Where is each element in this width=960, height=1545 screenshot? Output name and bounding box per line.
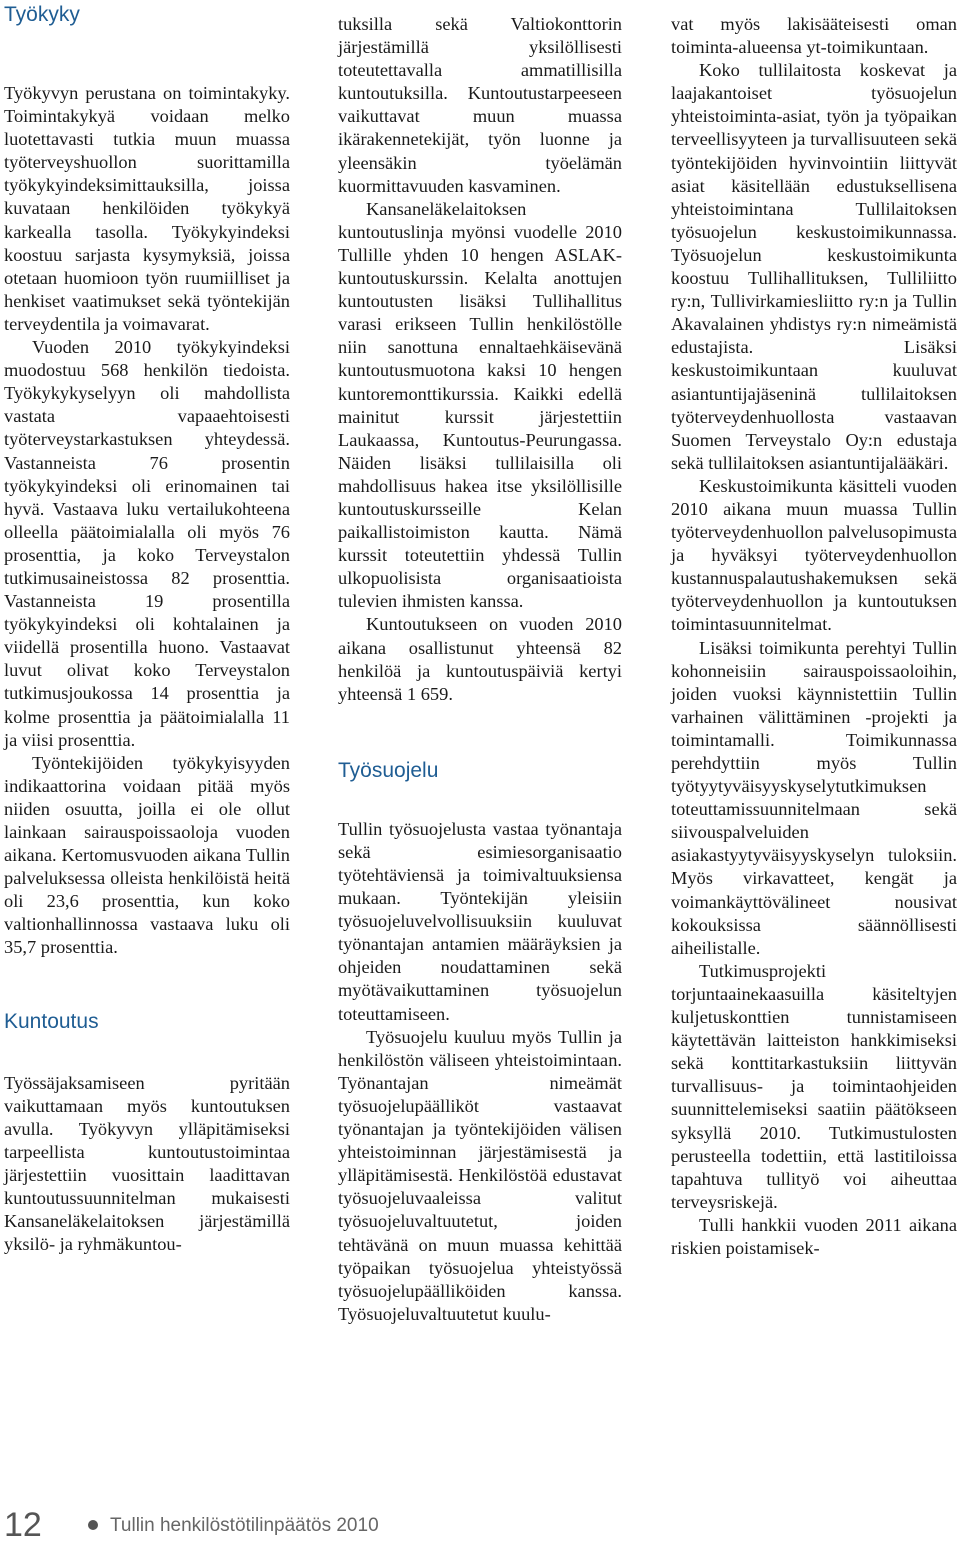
section-heading-kuntoutus: Kuntoutus bbox=[4, 1009, 99, 1033]
paragraph: Tulli hankkii vuoden 2011 aikana riskien poistamisek- bbox=[671, 1214, 957, 1258]
paragraph: Tullin työsuojelusta vastaa työnantaja sekä esimiesorganisaatio työtehtäviensä ja toimivaltuuksiensa mukaan. Työntekijän yleisiin työsuojeluvelvollisuuksiin kuuluvat työnantajan antamien määräyksien ja ohjeiden noudattaminen sekä myötävaikuttaminen työsuojelun toteuttamiseen. bbox=[338, 818, 622, 1024]
paragraph: Kansaneläkelaitoksen kuntoutuslinja myönsi vuodelle 2010 Tullille yhden 10 hengen ASLAK-kuntoutuskurssin. Kelalta anottujen kuntoutusten lisäksi Tullihallitus varasi erikseen Tullin henkilöstölle niin sanottuna ennaltaehkäisevänä kuntoutusmuotona kaksi 10 hengen kuntoremonttikurssia. Kaikki edellä mainitut kurssit järjestettiin Laukaassa, Kuntoutus-Peurungassa. Näiden lisäksi tullilaisilla oli mahdollisuus hakea itse yksilöllisille kuntoutuskursseille Kelan paikallistoimiston kautta. Nämä kurssit toteutettiin yhdessä Tullin ulkopuolisista organisaatioista tulevien ihmisten kanssa. bbox=[338, 198, 622, 612]
paragraph: Tutkimusprojekti torjuntaainekaasuilla käsiteltyjen kuljetuskonttien tunnistamiseen käytettävän laitteiston hankkimiseksi sekä konttitarkastuksiin liittyvän turvallisuus- ja toimintaohjeiden suunnittelemiseksi saatiin päätökseen syksyllä 2010. Tutkimustulosten perusteella todettiin, että lastitiloissa tapahtuva tullityö voi aiheuttaa terveysriskejä. bbox=[671, 960, 957, 1212]
paragraph: Keskustoimikunta käsitteli vuoden 2010 aikana muun muassa Tullin työterveydenhuollon palvelusopimusta ja hyväksyi työterveydenhuollon kustannuspalautushakemuksen sekä työterveydenhuollon ja kuntoutuksen toimintasuunnitelmat. bbox=[671, 475, 957, 635]
paragraph: Työssäjaksamiseen pyritään vaikuttamaan myös kuntoutuksen avulla. Työkyvyn ylläpitämiseksi tarpeellista kuntoutustoimintaa järjestettiin vuosittain laadittavan kuntoutussuunnitelman mukaisesti Kansaneläkelaitoksen järjestämillä yksilö- ja ryhmäkuntou- bbox=[4, 1072, 290, 1255]
page-number: 12 bbox=[4, 1506, 42, 1544]
paragraph: Työsuojelu kuuluu myös Tullin ja henkilöstön väliseen yhteistoimintaan. Työnantajan nimeämät työsuojelupäälliköt vastaavat työnantajan ja työntekijöiden välisen yhteistoiminnan järjestämisestä ja ylläpitämisestä. Henkilöstöä edustavat työsuojeluvaaleissa valitut työsuojeluvaltuutetut, joiden tehtävänä on muun muassa kehittää työpaikan työsuojelua yhteistyössä työsuojelupäälliköiden kanssa. Työsuojeluvaltuutetut kuulu- bbox=[338, 1026, 622, 1324]
paragraph: Koko tullilaitosta koskevat ja laajakantoiset työsuojelun yhteistoiminta-asiat, työn ja työpaikan terveellisyyteen ja turvallisuuteen sekä työntekijöiden hyvinvointiin liittyvät asiat käsitellään edustuksellisena yhteistoimintana Tullilaitoksen työsuojelun keskustoimikunnassa. Työsuojelun keskustoimikunta koostuu Tullihallituksen, Tulliliitto ry:n, Tullivirkamiesliitto ry:n ja Tullin Akavalainen yhdistys ry:n nimeämistä edustajista. Lisäksi keskustoimikuntaan kuuluvat asiantuntijajäseninä tullilaitoksen työterveydenhuollosta vastaavan Suomen Terveystalo Oy:n edustaja sekä tullilaitoksen asiantuntijalääkäri. bbox=[671, 60, 957, 473]
paragraph: tuksilla sekä Valtiokonttorin järjestämillä yksilöllisesti toteutettavalla ammatillisilla kuntoutuksilla. Kuntoutustarpeeseen vaikuttavat muun muassa ikärakennetekijät, työn luonne ja yleensäkin työelämän kuormittavuuden kasvaminen. bbox=[338, 14, 622, 196]
paragraph: Vuoden 2010 työkykyindeksi muodostuu 568 henkilön tiedoista. Työkykykyselyyn oli mahdollista vastata vapaaehtoisesti työterveystarkastuksen yhteydessä. Vastanneista 76 prosentin työkykyindeksi oli erinomainen tai hyvä. Vastaava luku vertailukohteena olleella päätoimialalla oli myös 76 prosenttia, ja koko Terveystalon tutkimusaineistossa 82 prosenttia. Vastanneista 19 prosentilla työkykyindeksi oli kohtalainen ja viidellä prosentilla huono. Vastaavat luvut olivat koko Terveystalon tutkimusjoukossa 14 prosenttia ja kolme prosenttia ja päätoimialalla 11 ja viisi prosenttia. bbox=[4, 337, 290, 750]
paragraph: Kuntoutukseen on vuoden 2010 aikana osallistunut yhteensä 82 henkilöä ja kuntoutuspäiviä kertyi yhteensä 1 659. bbox=[338, 614, 622, 704]
paragraph: vat myös lakisääteisesti oman toiminta-alueensa yt-toimikuntaan. bbox=[671, 14, 957, 58]
publication-title: Tullin henkilöstötilinpäätös 2010 bbox=[110, 1515, 379, 1536]
paragraph: Lisäksi toimikunta perehtyi Tullin kohonneisiin sairauspoissaoloihin, joiden vuoksi käynnistettiin Tullin varhainen välittäminen -projekti ja toimintamalli. Toimikunnassa perehdyttiin myös Tullin työtyytyväisyyskyselytutkimuksen toteuttamissuunnitelmaan sekä siivouspalveluiden asiakastyytyväisyyskyselyn tuloksiin. Myös virkavatteet, kengät ja voimankäyttövälineet nousivat kokouksissa säännöllisesti aiheilistalle. bbox=[671, 637, 957, 958]
section-heading-tyosuojelu: Työsuojelu bbox=[338, 758, 439, 782]
bullet-dot-icon bbox=[88, 1520, 98, 1530]
section-heading-tyokyky: Työkyky bbox=[4, 3, 80, 26]
column-2 bbox=[338, 0, 622, 1326]
paragraph: Työkyvyn perustana on toimintakyky. Toimintakykyä voidaan melko luotettavasti tutkia muun muassa työterveyshuollon suorittamilla työkykyindeksimittauksilla, joissa kuvataan henkilöiden työkykyä karkealla tasolla. Työkykyindeksi koostuu sarjasta kysymyksiä, joissa otetaan huomioon työn ruumiilliset ja henkiset vaatimukset sekä työntekijän terveydentila ja voimavarat. bbox=[4, 83, 290, 334]
column-3 bbox=[671, 0, 957, 1260]
page-footer bbox=[0, 1505, 500, 1545]
column-1 bbox=[4, 0, 290, 1256]
paragraph: Työntekijöiden työkykyisyyden indikaattorina voidaan pitää myös niiden osuutta, joilla ei ole ollut lainkaan sairauspoissaoloja vuoden aikana. Kertomusvuoden aikana Tullin palveluksessa olleista henkilöistä heitä oli 23,6 prosenttia, kun koko valtionhallinnossa vastaava luku oli 35,7 prosenttia. bbox=[4, 752, 290, 958]
